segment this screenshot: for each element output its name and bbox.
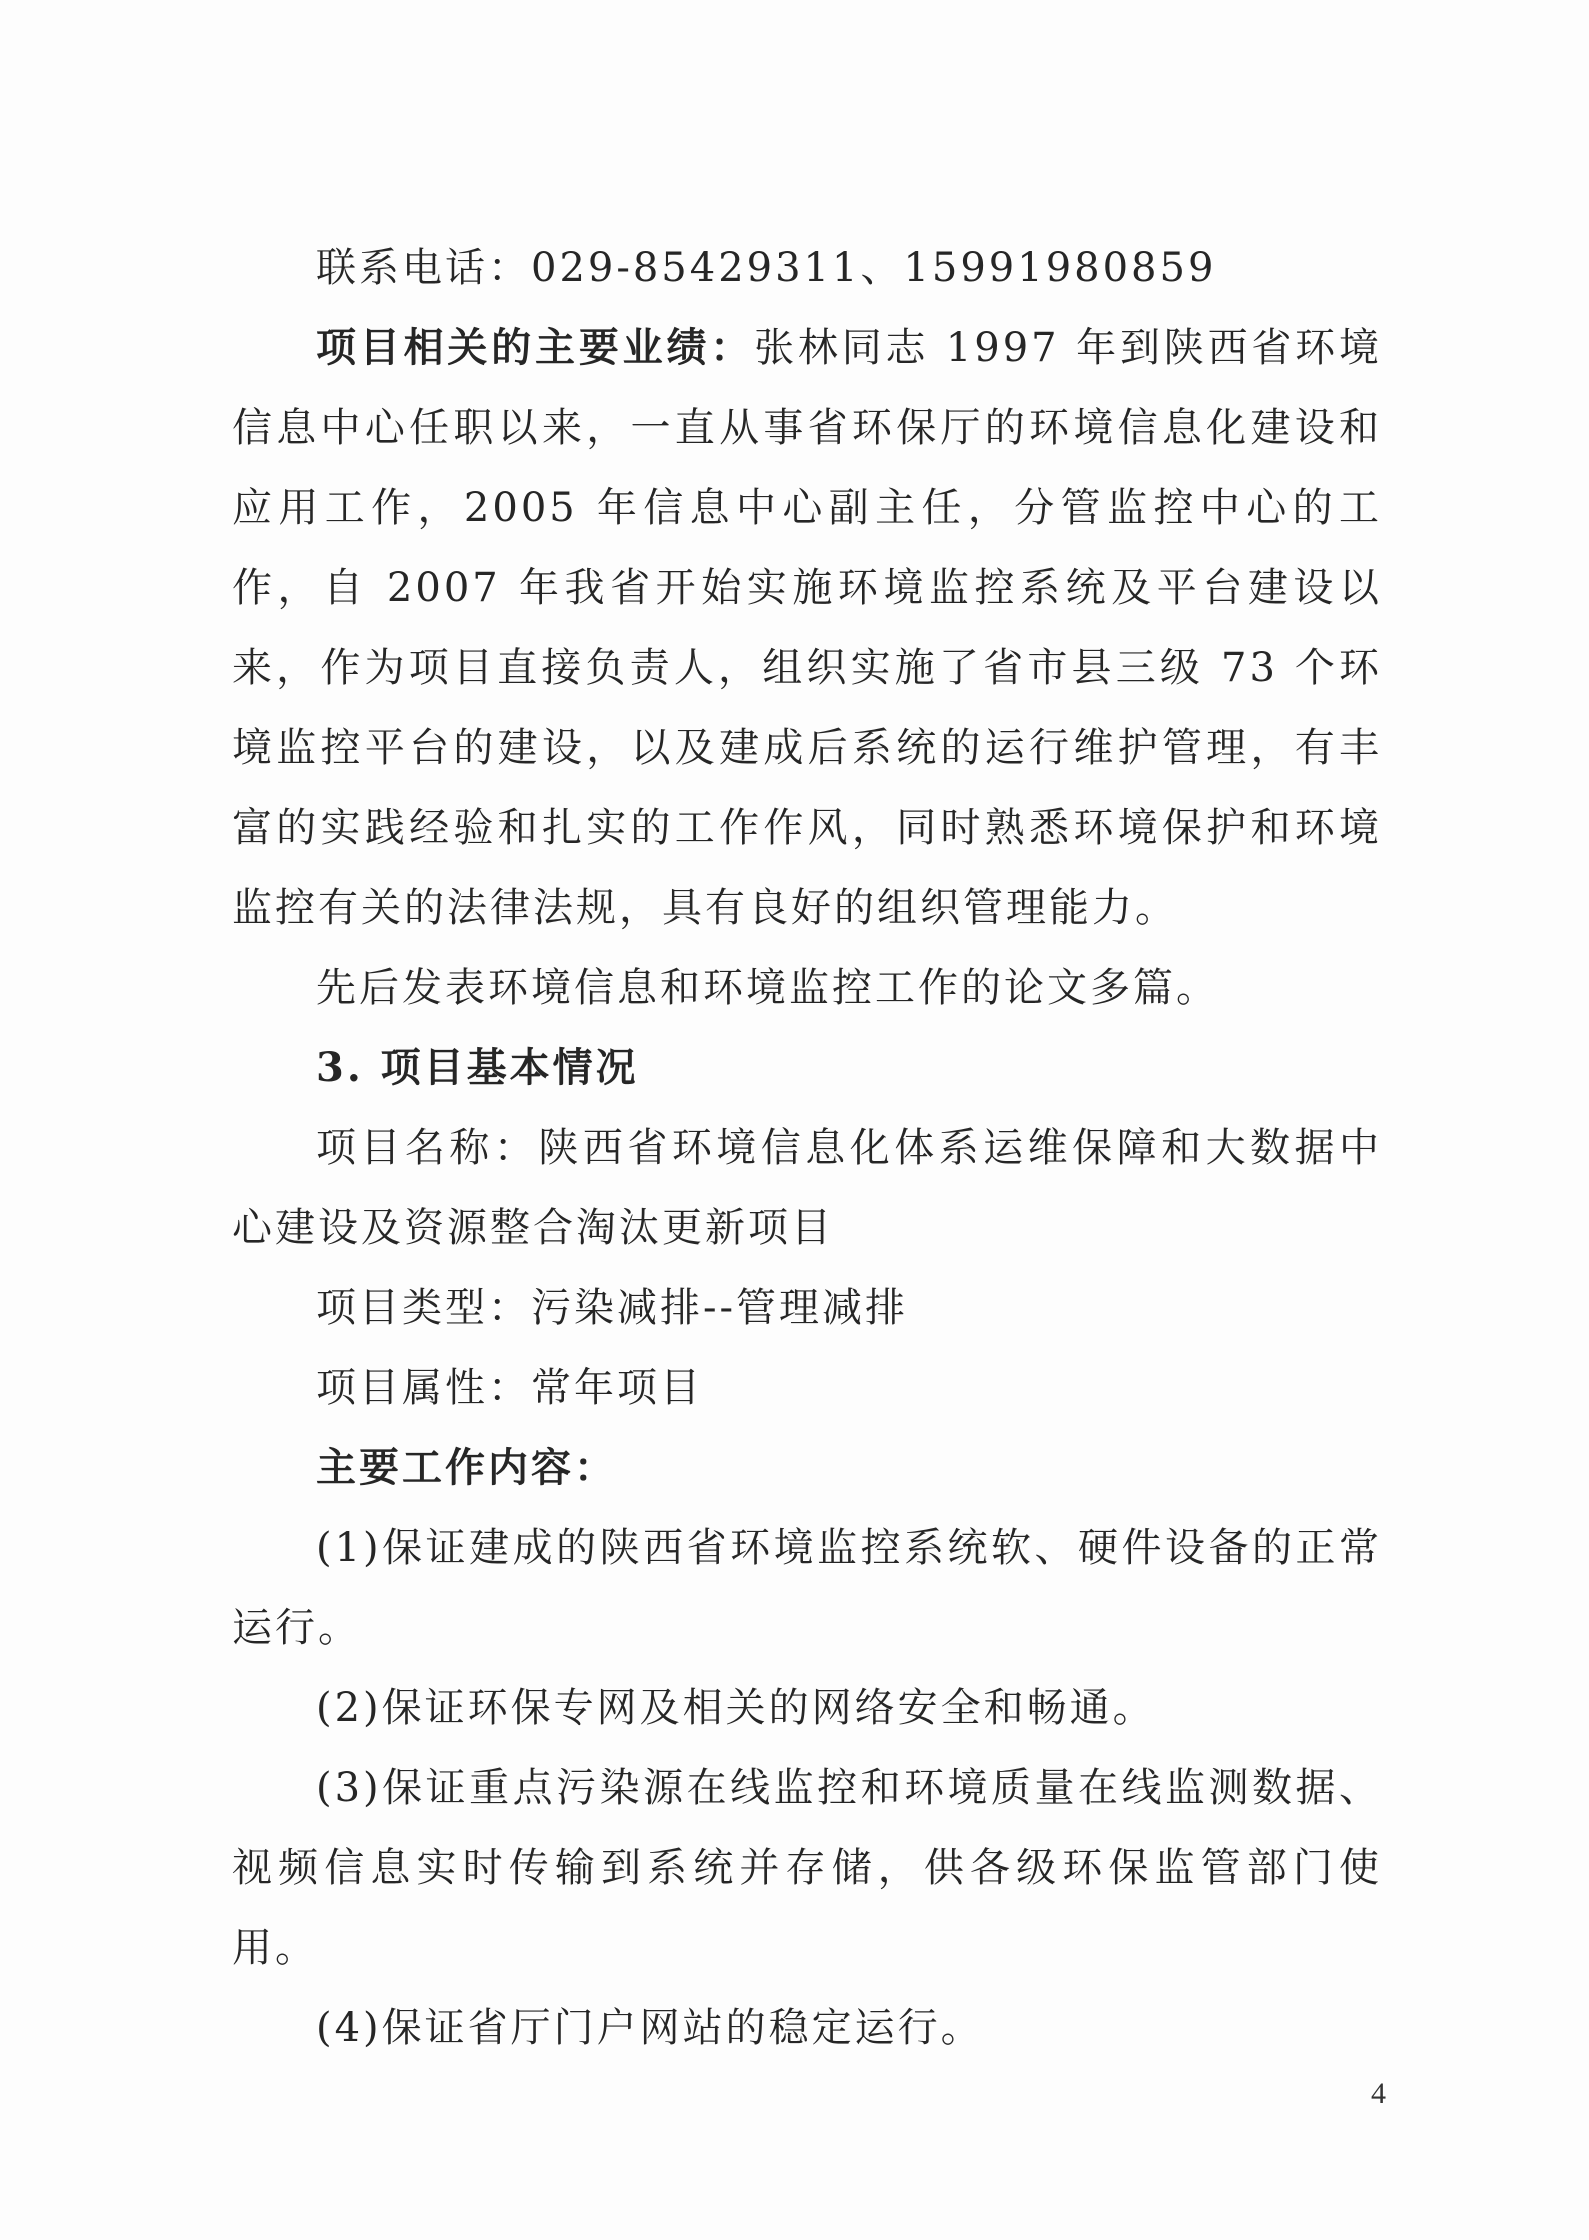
section-heading: 3. 项目基本情况 (316, 1044, 639, 1091)
project-name: 项目名称：陕西省环境信息化体系运维保障和大数据中心建设及资源整合淘汰更新项目 (232, 1125, 1382, 1251)
project-type: 项目类型：污染减排--管理减排 (316, 1285, 909, 1331)
achievements-paragraph (232, 308, 1382, 948)
work-item: (2)保证环保专网及相关的网络安全和畅通。 (316, 1685, 1156, 1731)
project-attribute: 项目属性：常年项目 (316, 1365, 703, 1411)
work-item: (3)保证重点污染源在线监控和环境质量在线监测数据、视频信息实时传输到系统并存储，供各级环保监管部门使用。 (232, 1765, 1382, 1971)
achievements-label: 项目相关的主要业绩： (316, 324, 755, 371)
papers-paragraph: 先后发表环境信息和环境监控工作的论文多篇。 (316, 965, 1219, 1011)
document-body (232, 228, 1382, 2068)
page-number: 4 (1371, 2077, 1386, 2110)
work-item: (1)保证建成的陕西省环境监控系统软、硬件设备的正常运行。 (232, 1525, 1382, 1651)
achievements-text: 张林同志 1997 年到陕西省环境信息中心任职以来，一直从事省环保厅的环境信息化建设和应用工作，2005 年信息中心副主任，分管监控中心的工作，自 2007 年我省开始实施环境监控系统及平台建设以来，作为项目直接负责人，组织实施了省市县三级 73 个环境监控平台的建设，以及建成后系统的运行维护管理，有丰富的实践经验和扎实的工作作风，同时熟悉环境保护和环境监控有关的法律法规，具有良好的组织管理能力。 (232, 325, 1382, 931)
contact-phone: 联系电话：029-85429311、15991980859 (316, 245, 1217, 291)
work-heading: 主要工作内容： (316, 1444, 617, 1491)
work-item: (4)保证省厅门户网站的稳定运行。 (316, 2005, 984, 2051)
